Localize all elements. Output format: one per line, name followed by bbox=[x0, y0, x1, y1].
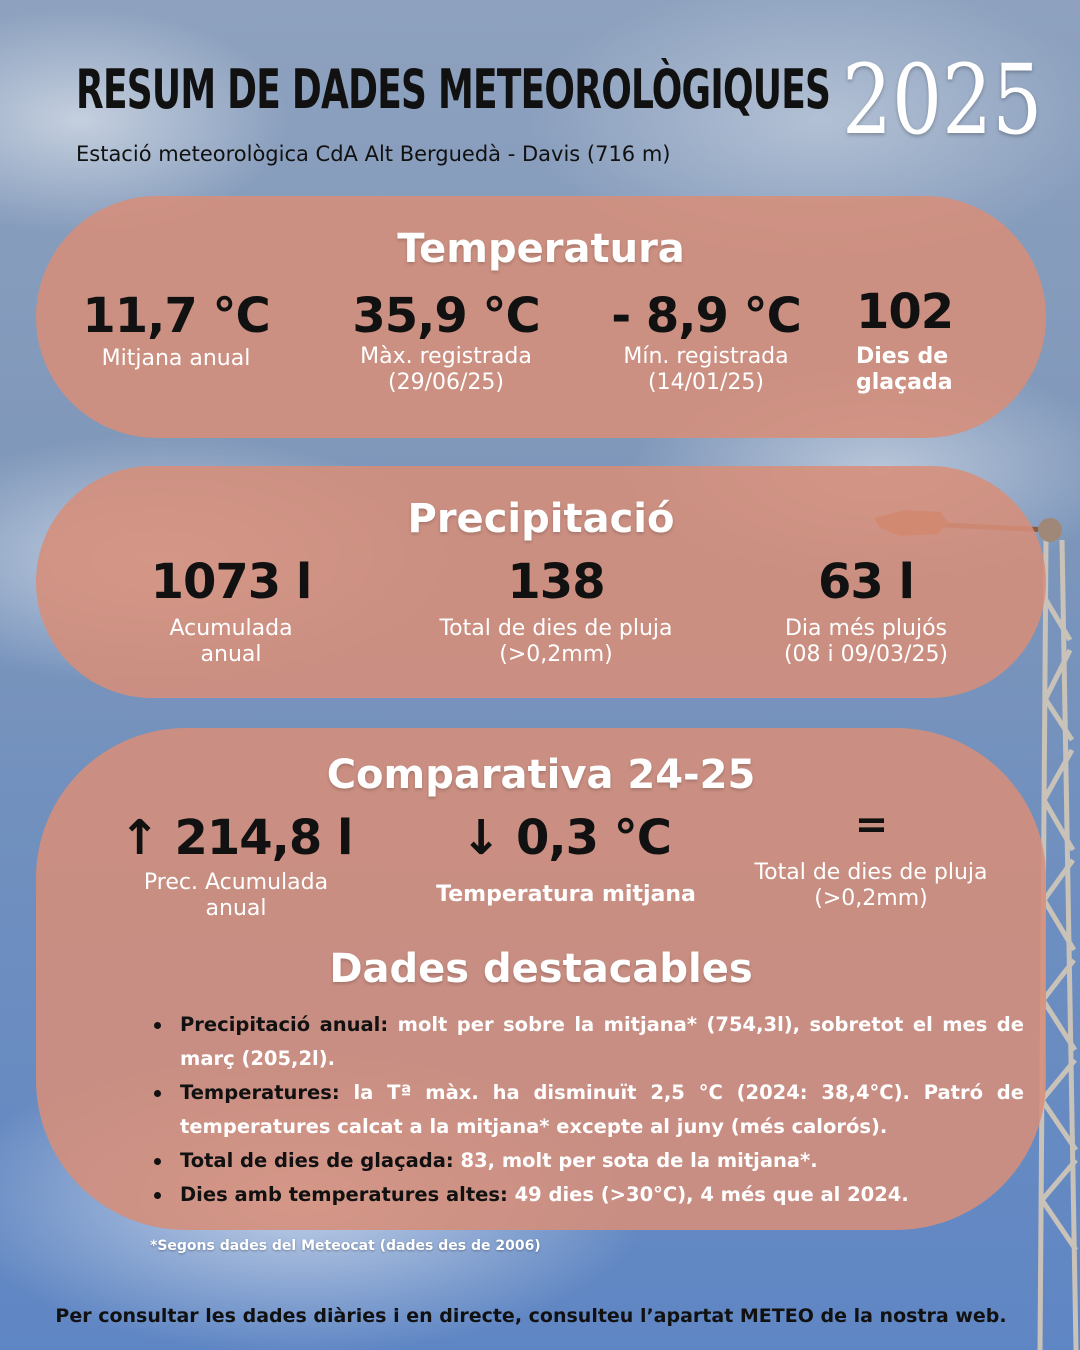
highlight-text: 83, molt per sota de la mitjana*. bbox=[453, 1149, 818, 1172]
rain-days-value: 138 bbox=[507, 554, 605, 610]
highlight-key: Total de dies de glaçada: bbox=[180, 1149, 454, 1172]
temp-max-date: (29/06/25) bbox=[388, 370, 504, 395]
rain-days-threshold: (>0,2mm) bbox=[499, 642, 613, 667]
frost-days-label-2: glaçada bbox=[856, 370, 953, 395]
prec-total-stat bbox=[126, 554, 336, 668]
prec-total-label: Acumulada bbox=[169, 616, 293, 641]
comp-prec-value: ↑ 214,8 l bbox=[119, 810, 353, 866]
comp-rain-days-threshold: (>0,2mm) bbox=[814, 886, 928, 911]
precipitation-title: Precipitació bbox=[407, 496, 675, 542]
highlight-item bbox=[144, 1178, 1024, 1212]
prec-total-label-2: anual bbox=[200, 642, 262, 667]
temp-max-stat bbox=[336, 288, 556, 396]
footer-note: Per consultar les dades diàries i en directe, consulteu l’apartat METEO de la nostra web. bbox=[55, 1305, 1007, 1327]
highlights-title: Dades destacables bbox=[329, 946, 753, 992]
comp-temp-label: Temperatura mitjana bbox=[436, 882, 696, 907]
comp-prec-label: Prec. Acumulada bbox=[143, 870, 329, 895]
page-title: RESUM DE DADES METEOROLÒGIQUES bbox=[76, 58, 831, 121]
temp-min-stat bbox=[596, 288, 816, 396]
highlight-item bbox=[144, 1144, 1024, 1178]
temp-max-label: Màx. registrada bbox=[360, 344, 532, 369]
wettest-day-dates: (08 i 09/03/25) bbox=[783, 642, 949, 667]
comp-rain-days-label: Total de dies de pluja bbox=[754, 860, 988, 885]
temp-mean-value: 11,7 °C bbox=[82, 288, 270, 344]
frost-days-value: 102 bbox=[856, 284, 954, 340]
station-subtitle: Estació meteorològica CdA Alt Berguedà - Davis (716 m) bbox=[76, 142, 671, 166]
temp-mean-label: Mitjana anual bbox=[101, 346, 251, 371]
prec-total-value: 1073 l bbox=[150, 554, 312, 610]
rain-days-label: Total de dies de pluja bbox=[439, 616, 673, 641]
comp-prec-stat bbox=[106, 810, 366, 922]
temp-min-value: - 8,9 °C bbox=[611, 288, 801, 344]
comp-rain-days-stat bbox=[726, 802, 1016, 912]
year-label: 2025 bbox=[841, 44, 1042, 156]
comp-temp-value: ↓ 0,3 °C bbox=[461, 810, 671, 866]
temp-max-value: 35,9 °C bbox=[352, 288, 540, 344]
wettest-day-label: Dia més plujós bbox=[784, 616, 947, 641]
frost-days-stat bbox=[856, 284, 976, 396]
comp-prec-label-2: anual bbox=[205, 896, 267, 921]
temperature-panel bbox=[36, 196, 1046, 438]
temp-mean-stat bbox=[76, 288, 276, 372]
highlight-key: Dies amb temperatures altes: bbox=[180, 1183, 508, 1206]
precipitation-panel bbox=[36, 466, 1046, 698]
wettest-day-stat bbox=[756, 554, 976, 668]
highlight-text: molt per sobre la mitjana* (754,3l), sobretot el mes de març (205,2l). bbox=[180, 1013, 1024, 1070]
rain-days-stat bbox=[406, 554, 706, 668]
highlight-text: 49 dies (>30°C), 4 més que al 2024. bbox=[507, 1183, 909, 1206]
wettest-day-value: 63 l bbox=[818, 554, 914, 610]
temp-min-label: Mín. registrada bbox=[623, 344, 789, 369]
frost-days-label: Dies de bbox=[856, 344, 949, 369]
source-footnote: *Segons dades del Meteocat (dades des de 2006) bbox=[150, 1238, 541, 1254]
comparison-panel bbox=[36, 728, 1046, 1230]
highlight-item bbox=[144, 1008, 1024, 1076]
highlight-item bbox=[144, 1076, 1024, 1144]
highlight-text: la Tª màx. ha disminuït 2,5 °C (2024: 38,4°C). Patró de temperatures calcat a la mitjana* excepte al juny (més calorós). bbox=[180, 1081, 1024, 1138]
temp-min-date: (14/01/25) bbox=[648, 370, 764, 395]
comp-rain-days-value: = bbox=[854, 802, 888, 848]
comparison-title: Comparativa 24-25 bbox=[326, 752, 756, 798]
highlight-key: Temperatures: bbox=[180, 1081, 340, 1104]
temperature-title: Temperatura bbox=[397, 226, 685, 272]
highlights-list bbox=[144, 1008, 1024, 1212]
highlight-key: Precipitació anual: bbox=[180, 1013, 389, 1036]
comp-temp-stat bbox=[426, 810, 706, 908]
